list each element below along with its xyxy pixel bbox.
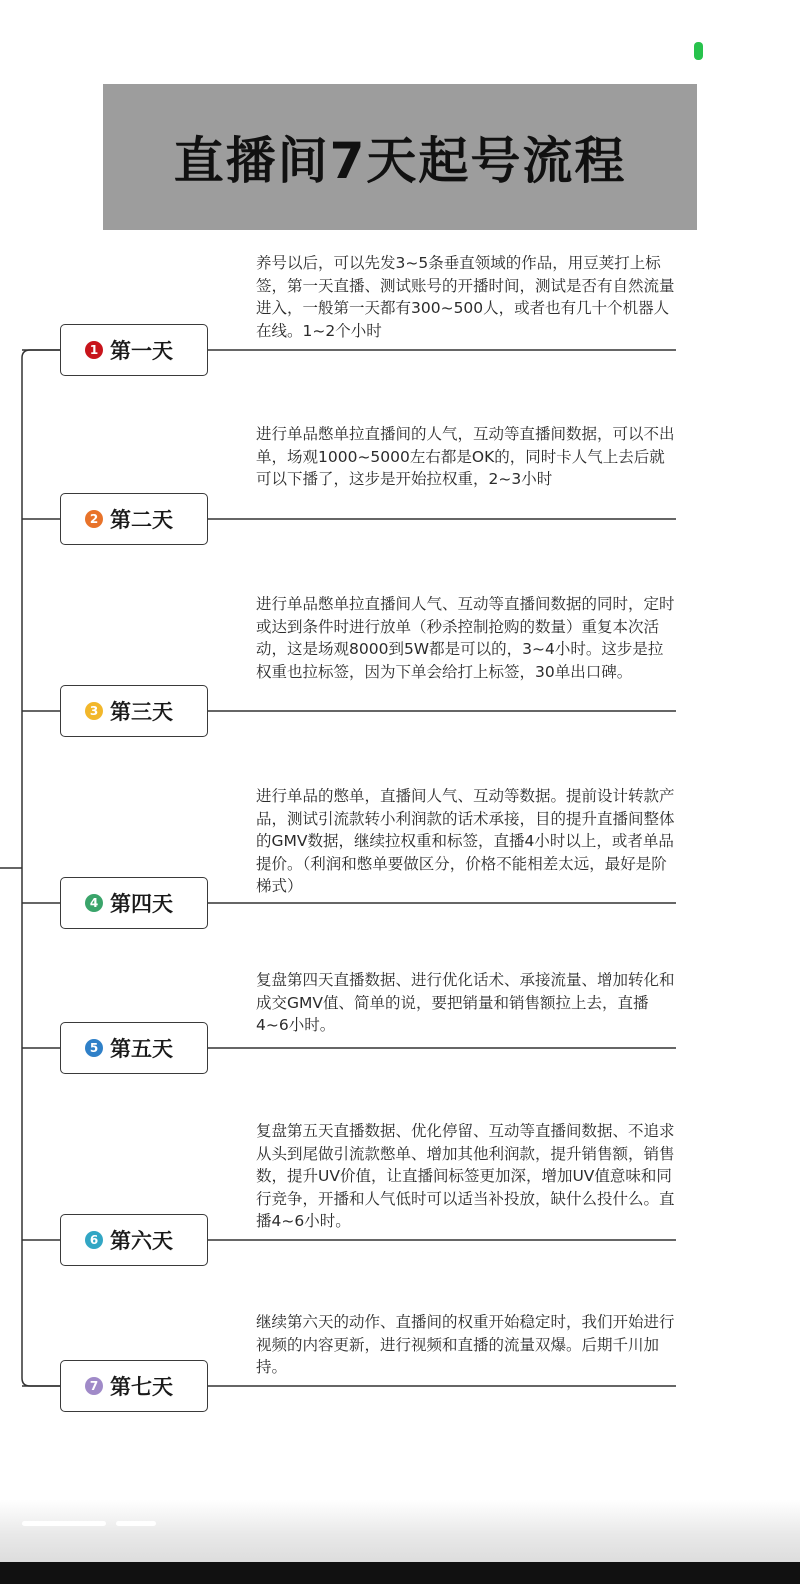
day-description: 进行单品憋单拉直播间人气、互动等直播间数据的同时，定时或达到条件时进行放单（秒杀控制抢购的数量）重复本次活动，这是场观8000到5W都是可以的，3~4小时。这步是拉权重也拉标签，因为下单会给打上标签，30单出口碑。: [256, 595, 675, 681]
day-description: 进行单品憋单拉直播间的人气，互动等直播间数据，可以不出单，场观1000~5000左右都是OK的，同时卡人气上去后就可以下播了，这步是开始拉权重，2~3小时: [256, 425, 675, 488]
day-label: 第六天: [110, 1229, 173, 1253]
day-description: 复盘第五天直播数据、优化停留、互动等直播间数据、不追求从头到尾做引流款憋单、增加其他利润款，提升销售额，销售数，提升UV价值，让直播间标签更加深，增加UV值意味和同行竞争，开播和人气低时可以适当补投放，缺什么投什么。直播4~6小时。: [256, 1122, 675, 1230]
day-label: 第七天: [110, 1375, 173, 1399]
status-indicator: [694, 42, 703, 60]
day-node: [60, 324, 208, 376]
title-banner: [103, 84, 697, 230]
day-label: 第五天: [110, 1037, 173, 1061]
page-indicator: [22, 1521, 106, 1526]
number-badge: 5: [85, 1039, 103, 1057]
day-node: [60, 1214, 208, 1266]
system-nav-bar: [0, 1562, 800, 1584]
number-badge: 6: [85, 1231, 103, 1249]
number-badge: 1: [85, 341, 103, 359]
day-description: 养号以后，可以先发3~5条垂直领域的作品，用豆荚打上标签，第一天直播、测试账号的开播时间，测试是否有自然流量进入，一般第一天都有300~500人，或者也有几十个机器人在线。1~2个小时: [256, 254, 675, 340]
number-badge: 3: [85, 702, 103, 720]
day-description: 复盘第四天直播数据、进行优化话术、承接流量、增加转化和成交GMV值、简单的说，要把销量和销售额拉上去，直播4~6小时。: [256, 971, 675, 1034]
number-badge: 2: [85, 510, 103, 528]
day-description: 继续第六天的动作、直播间的权重开始稳定时，我们开始进行视频的内容更新，进行视频和直播的流量双爆。后期千川加持。: [256, 1313, 675, 1376]
day-description: 进行单品的憋单，直播间人气、互动等数据。提前设计转款产品，测试引流款转小利润款的话术承接，目的提升直播间整体的GMV数据，继续拉权重和标签，直播4小时以上，或者单品提价。（利润和憋单要做区分，价格不能相差太远，最好是阶梯式）: [256, 787, 675, 895]
number-badge: 4: [85, 894, 103, 912]
day-node: [60, 1022, 208, 1074]
day-node: [60, 685, 208, 737]
day-node: [60, 1360, 208, 1412]
day-label: 第三天: [110, 700, 173, 724]
page-indicator: [116, 1521, 156, 1526]
day-label: 第四天: [110, 892, 173, 916]
number-badge: 7: [85, 1377, 103, 1395]
day-node: [60, 493, 208, 545]
page-title: 直播间7天起号流程: [173, 132, 627, 190]
day-label: 第二天: [110, 508, 173, 532]
day-node: [60, 877, 208, 929]
day-label: 第一天: [110, 339, 173, 363]
tree-trunk: [22, 350, 60, 1386]
